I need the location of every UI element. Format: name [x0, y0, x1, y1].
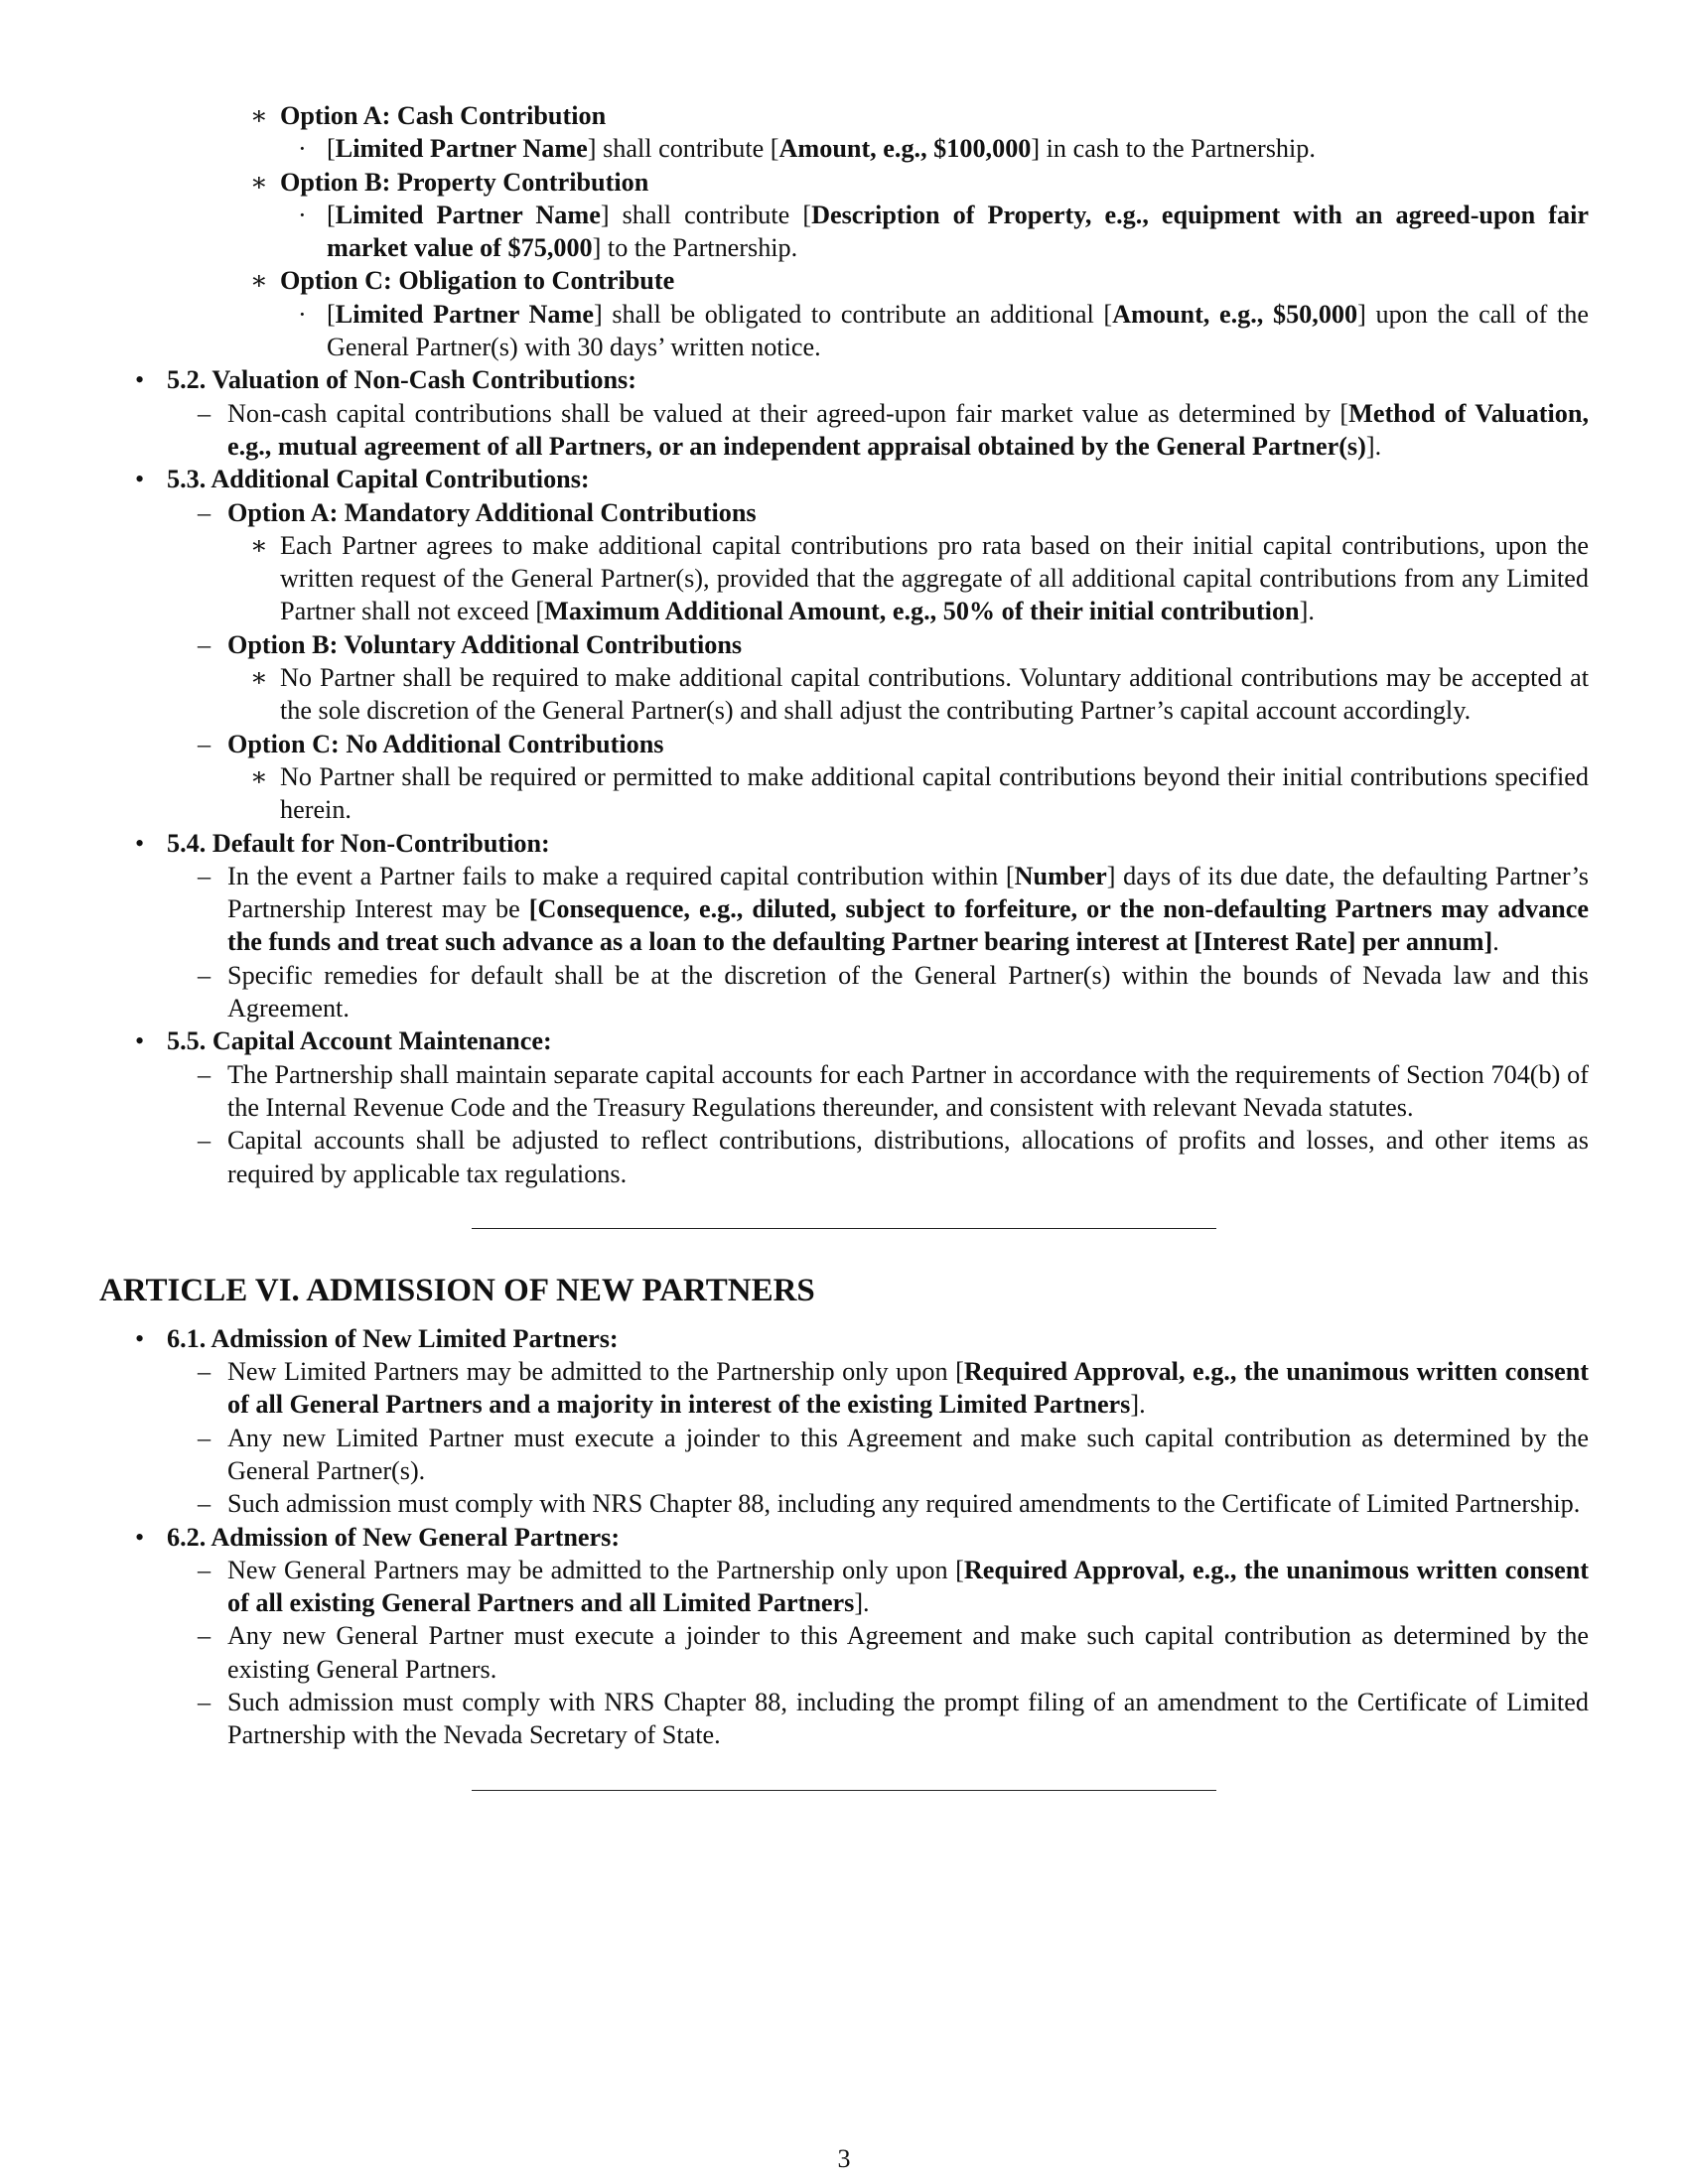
section-5-5-item-1: – The Partnership shall maintain separate capital accounts for each Partner in accordance with the requirements of Section 704(b) of the Internal Revenue Code and the Treasury Regulations thereunder, and consistent with relevant Nevada statutes. [198, 1059, 1589, 1122]
dash-marker: – [198, 1688, 211, 1717]
section-5-3-heading: • 5.3. Additional Capital Contributions: [99, 463, 1589, 495]
section-5-3-option-b-text: ∗ No Partner shall be required to make additional capital contributions. Voluntary additional contributions may be accepted at the sole discretion of the General Partner(s) and shall adjust the contributing Partner’s capital account accordingly. [250, 663, 1589, 726]
dash-marker: – [198, 861, 211, 890]
section-divider [472, 1228, 1216, 1229]
bullet-marker: • [135, 828, 145, 858]
section-5-2-item: – Non-cash capital contributions shall be valued at their agreed-upon fair market value as determined by [Method of Valuation, e.g., mutual agreement of all Partners, or an independent appraisal obtained by the General Partner(s)]. [198, 398, 1589, 461]
star-marker: ∗ [250, 167, 268, 197]
section-6-1-item-3: – Such admission must comply with NRS Chapter 88, including any required amendments to the Certificate of Limited Partnership. [99, 1487, 1589, 1520]
section-6-2-heading: • 6.2. Admission of New General Partners: [99, 1521, 1589, 1554]
dot-marker: · [298, 134, 307, 164]
dash-marker: – [198, 398, 211, 428]
option-c-obligation: ∗ Option C: Obligation to Contribute [99, 264, 1589, 297]
section-5-5-item-2: – Capital accounts shall be adjusted to reflect contributions, distributions, allocations of profits and losses, and other items as required by applicable tax regulations. [198, 1126, 1589, 1188]
section-6-2-item-2: – Any new General Partner must execute a joinder to this Agreement and make such capital contribution as determined by the existing General Partners. [198, 1621, 1589, 1684]
page-number: 3 [837, 2144, 851, 2173]
section-5-4-item-1: – In the event a Partner fails to make a required capital contribution within [Number] days of its due date, the defaulting Partner’s Partnership Interest may be [Consequence, e.g., diluted, subject to forfeiture, or the non-defaulting Partners may advance the funds and treat such advance as a loan to the defaulting Partner bearing interest at [Interest Rate] per annum]. [198, 861, 1589, 957]
section-5-3-option-a: – Option A: Mandatory Additional Contributions [99, 496, 1589, 529]
article-6-title: ARTICLE VI. ADMISSION OF NEW PARTNERS [99, 1272, 815, 1308]
bullet-marker: • [135, 1522, 145, 1552]
section-divider [472, 1790, 1216, 1791]
bullet-marker: • [135, 1026, 145, 1056]
dash-marker: – [198, 960, 211, 990]
section-5-3-option-a-text: ∗ Each Partner agrees to make additional capital contributions pro rata based on their initial capital contributions, upon the written request of the General Partner(s), provided that the aggregate of all additional capital contributions from any Limited Partner shall not exceed [Maximum Additional Amount, e.g., 50% of their initial contribution]. [250, 530, 1589, 626]
dash-marker: – [198, 1357, 211, 1387]
dash-marker: – [198, 497, 211, 527]
section-6-1-item-1: – New Limited Partners may be admitted to the Partnership only upon [Required Approval, e.g., the unanimous written consent of all General Partners and a majority in interest of the existing Limited Partners]. [198, 1357, 1589, 1420]
bullet-marker: • [135, 465, 145, 494]
dash-marker: – [198, 1059, 211, 1089]
dash-marker: – [198, 729, 211, 758]
star-marker: ∗ [250, 266, 268, 296]
star-marker: ∗ [250, 530, 268, 560]
star-marker: ∗ [250, 101, 268, 130]
section-5-3-option-c: – Option C: No Additional Contributions [99, 728, 1589, 760]
section-6-2-item-1: – New General Partners may be admitted to the Partnership only upon [Required Approval, e.g., the unanimous written consent of all existing General Partners and all Limited Partners]. [198, 1555, 1589, 1618]
dash-marker: – [198, 1126, 211, 1156]
section-6-1-item-2: – Any new Limited Partner must execute a joinder to this Agreement and make such capital contribution as determined by the General Partner(s). [198, 1423, 1589, 1485]
option-a-cash: ∗ Option A: Cash Contribution [99, 99, 1589, 132]
section-5-3-option-b: – Option B: Voluntary Additional Contributions [99, 628, 1589, 661]
section-5-4-item-2: – Specific remedies for default shall be at the discretion of the General Partner(s) within the bounds of Nevada law and this Agreement. [198, 960, 1589, 1024]
star-marker: ∗ [250, 761, 268, 791]
dash-marker: – [198, 1489, 211, 1519]
option-b-property-text: · [Limited Partner Name] shall contribute [Description of Property, e.g., equipment with an agreed-upon fair market value of $75,000] to the Partnership. [298, 200, 1589, 263]
dash-marker: – [198, 1423, 211, 1452]
section-5-5-heading: • 5.5. Capital Account Maintenance: [99, 1024, 1589, 1057]
option-c-obligation-text: · [Limited Partner Name] shall be obligated to contribute an additional [Amount, e.g., $50,000] upon the call of the General Partner(s) with 30 days’ written notice. [298, 299, 1589, 362]
document-page [99, 99, 1589, 1791]
bullet-marker: • [135, 365, 145, 395]
section-5-3-option-c-text: ∗ No Partner shall be required or permitted to make additional capital contributions beyond their initial contributions specified herein. [250, 761, 1589, 825]
section-6-1-heading: • 6.1. Admission of New Limited Partners: [99, 1322, 1589, 1355]
option-a-cash-text: · [Limited Partner Name] shall contribute [Amount, e.g., $100,000] in cash to the Partnership. [99, 132, 1589, 165]
dash-marker: – [198, 1621, 211, 1651]
section-5-2-heading: • 5.2. Valuation of Non-Cash Contributions: [99, 363, 1589, 396]
section-6-2-item-3: – Such admission must comply with NRS Chapter 88, including the prompt filing of an amendment to the Certificate of Limited Partnership with the Nevada Secretary of State. [198, 1688, 1589, 1750]
option-b-property: ∗ Option B: Property Contribution [99, 166, 1589, 199]
dot-marker: · [298, 200, 307, 229]
dash-marker: – [198, 629, 211, 659]
bullet-marker: • [135, 1323, 145, 1353]
dash-marker: – [198, 1555, 211, 1584]
dot-marker: · [298, 299, 307, 329]
star-marker: ∗ [250, 663, 268, 693]
section-5-4-heading: • 5.4. Default for Non-Contribution: [99, 827, 1589, 860]
